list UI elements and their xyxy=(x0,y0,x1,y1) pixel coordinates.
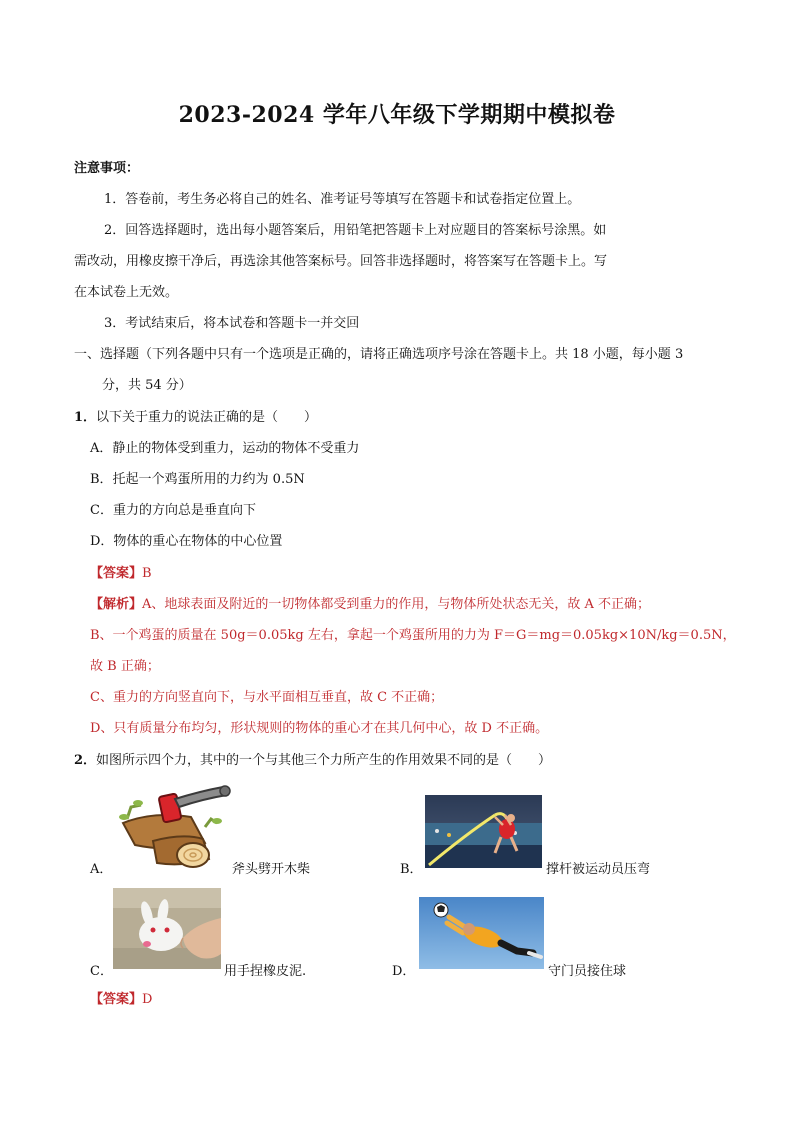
notice-heading: 注意事项： xyxy=(74,161,140,176)
q2-option-c-caption: 用手捏橡皮泥. xyxy=(224,964,307,979)
q2-option-b-letter: B． xyxy=(400,862,423,877)
notice-item-1: 1．答卷前，考生务必将自己的姓名、准考证号等填写在答题卡和试卷指定位置上。 xyxy=(104,192,581,207)
notice-item-2-cont2: 在本试卷上无效。 xyxy=(74,285,179,300)
pole-vault-image xyxy=(425,795,542,868)
q2-option-a-letter: A． xyxy=(90,862,113,877)
q2-option-b-caption: 撑杆被运动员压弯 xyxy=(546,862,651,877)
q2-option-d-caption: 守门员接住球 xyxy=(548,964,627,979)
q1-option-d: D．物体的重心在物体的中心位置 xyxy=(90,534,283,549)
q1-option-a: A．静止的物体受到重力，运动的物体不受重力 xyxy=(90,441,360,456)
q1-option-b: B．托起一个鸡蛋所用的力约为 0.5N xyxy=(90,472,305,487)
notice-item-3: 3．考试结束后，将本试卷和答题卡一并交回 xyxy=(104,316,360,331)
q2-option-c-letter: C． xyxy=(90,964,113,979)
question-1-stem xyxy=(74,409,317,427)
question-text: 以下关于重力的说法正确的是（ ） xyxy=(96,410,318,425)
answer-tag: 【答案】 xyxy=(90,992,143,1007)
question-text: 如图所示四个力，其中的一个与其他三个力所产生的作用效果不同的是（ ） xyxy=(96,753,552,768)
analysis-text: A、地球表面及附近的一切物体都受到重力的作用，与物体所处状态无关，故 A 不正确； xyxy=(142,597,651,612)
notice-item-2-cont: 需改动，用橡皮擦干净后，再选涂其他答案标号。回答非选择题时，将答案写在答题卡上。写 xyxy=(74,254,608,269)
question-2-stem xyxy=(74,752,551,770)
q2-option-d-letter: D． xyxy=(392,964,416,979)
answer-value: B xyxy=(142,566,152,581)
answer-tag: 【答案】 xyxy=(90,566,143,581)
notice-item-2: 2．回答选择题时，选出每小题答案后，用铅笔把答题卡上对应题目的答案标号涂黑。如 xyxy=(104,223,607,238)
section-heading: 一、选择题（下列各题中只有一个选项是正确的，请将正确选项序号涂在答题卡上。共 18 小题，每小题 3 xyxy=(74,347,684,362)
question-number: 1． xyxy=(74,410,97,425)
clay-image xyxy=(113,888,221,969)
q1-analysis-1 xyxy=(90,596,650,614)
q1-answer xyxy=(90,565,152,583)
page-title: 2023-2024 学年八年级下学期期中模拟卷 xyxy=(178,102,616,128)
q1-option-c: C．重力的方向总是垂直向下 xyxy=(90,503,256,518)
q1-analysis-3: 故 B 正确； xyxy=(90,659,160,674)
question-number: 2． xyxy=(74,753,97,768)
q1-analysis-2: B、一个鸡蛋的质量在 50g＝0.05kg 左右，拿起一个鸡蛋所用的力为 F＝G＝mg＝0.05kg×10N/kg＝0.5N， xyxy=(90,628,736,643)
goalkeeper-image xyxy=(419,897,544,969)
q2-option-a-caption: 斧头劈开木柴 xyxy=(232,862,311,877)
section-heading-cont: 分，共 54 分） xyxy=(102,378,192,393)
answer-value: D xyxy=(142,992,153,1007)
q1-analysis-5: D、只有质量分布均匀，形状规则的物体的重心才在其几何中心，故 D 不正确。 xyxy=(90,721,549,736)
analysis-tag: 【解析】 xyxy=(90,597,143,612)
q1-analysis-4: C、重力的方向竖直向下，与水平面相互垂直，故 C 不正确； xyxy=(90,690,444,705)
axe-wood-image xyxy=(113,783,231,875)
q2-answer xyxy=(90,991,152,1009)
